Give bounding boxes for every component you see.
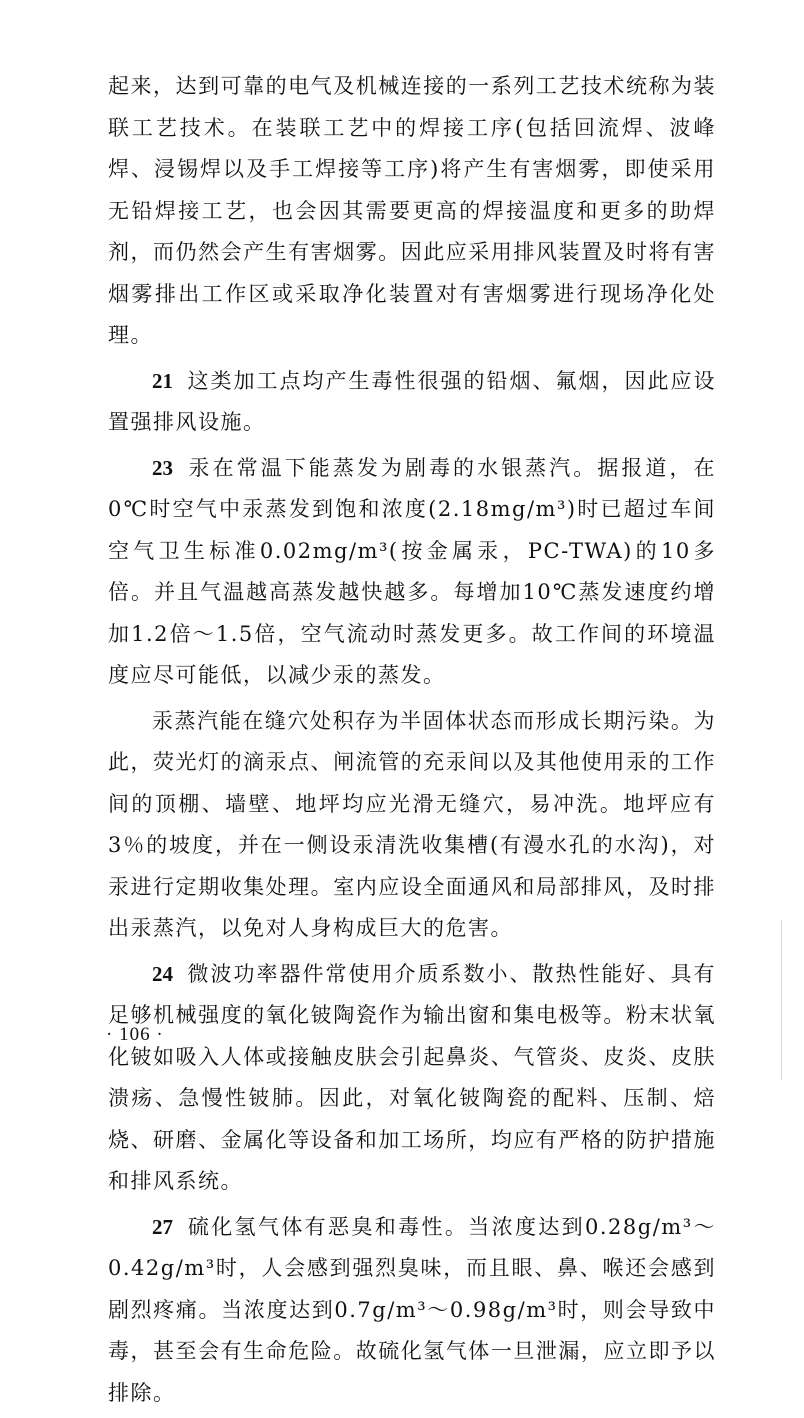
- scan-artifact-line: [781, 920, 782, 1080]
- paragraph-24: [108, 954, 716, 1203]
- paragraph-23-continued: [108, 701, 716, 950]
- section-number: 21: [152, 368, 173, 393]
- page-number: · 106 ·: [106, 1024, 164, 1045]
- paragraph-text: 硫化氢气体有恶臭和毒性。当浓度达到0.28g/m³～0.42g/m³时，人会感到强烈臭味，而且眼、鼻、喉还会感到剧烈疼痛。当浓度达到0.7g/m³～0.98g/m³时，则会导致中毒，甚至会有生命危险。故硫化氢气体一旦泄漏，应立即予以排除。: [108, 1214, 716, 1405]
- section-number: 23: [152, 455, 173, 480]
- section-number: 24: [152, 961, 173, 986]
- paragraph-text: 汞在常温下能蒸发为剧毒的水银蒸汽。据报道，在0℃时空气中汞蒸发到饱和浓度(2.18mg/m³)时已超过车间空气卫生标准0.02mg/m³(按金属汞，PC-TWA)的10多倍。并且气温越高蒸发越快越多。每增加10℃蒸发速度约增加1.2倍～1.5倍，空气流动时蒸发更多。故工作间的环境温度应尽可能低，以减少汞的蒸发。: [108, 455, 716, 687]
- paragraph-text: 这类加工点均产生毒性很强的铅烟、氟烟，因此应设置强排风设施。: [108, 368, 716, 434]
- paragraph-23: [108, 448, 716, 697]
- body-text: [108, 66, 716, 1418]
- paragraph-text: 起来，达到可靠的电气及机械连接的一系列工艺技术统称为装联工艺技术。在装联工艺中的焊接工序(包括回流焊、波峰焊、浸锡焊以及手工焊接等工序)将产生有害烟雾，即使采用无铅焊接工艺，也会因其需要更高的焊接温度和更多的助焊剂，而仍然会产生有害烟雾。因此应采用排风装置及时将有害烟雾排出工作区或采取净化装置对有害烟雾进行现场净化处理。: [108, 74, 716, 347]
- paragraph-27: [108, 1207, 716, 1415]
- section-number: 27: [152, 1214, 173, 1239]
- paragraph-text: 汞蒸汽能在缝穴处积存为半固体状态而形成长期污染。为此，荧光灯的滴汞点、闸流管的充汞间以及其他使用汞的工作间的顶棚、墙壁、地坪均应光滑无缝穴，易冲洗。地坪应有3％的坡度，并在一侧设汞清洗收集槽(有漫水孔的水沟)，对汞进行定期收集处理。室内应设全面通风和局部排风，及时排出汞蒸汽，以免对人身构成巨大的危害。: [108, 708, 716, 940]
- paragraph-text: 微波功率器件常使用介质系数小、散热性能好、具有足够机械强度的氧化铍陶瓷作为输出窗和集电极等。粉末状氧化铍如吸入人体或接触皮肤会引起鼻炎、气管炎、皮炎、皮肤溃疡、急慢性铍肺。因此，对氧化铍陶瓷的配料、压制、焙烧、研磨、金属化等设备和加工场所，均应有严格的防护措施和排风系统。: [108, 961, 716, 1193]
- paragraph-21: [108, 361, 716, 444]
- paragraph-continuation: [108, 66, 716, 357]
